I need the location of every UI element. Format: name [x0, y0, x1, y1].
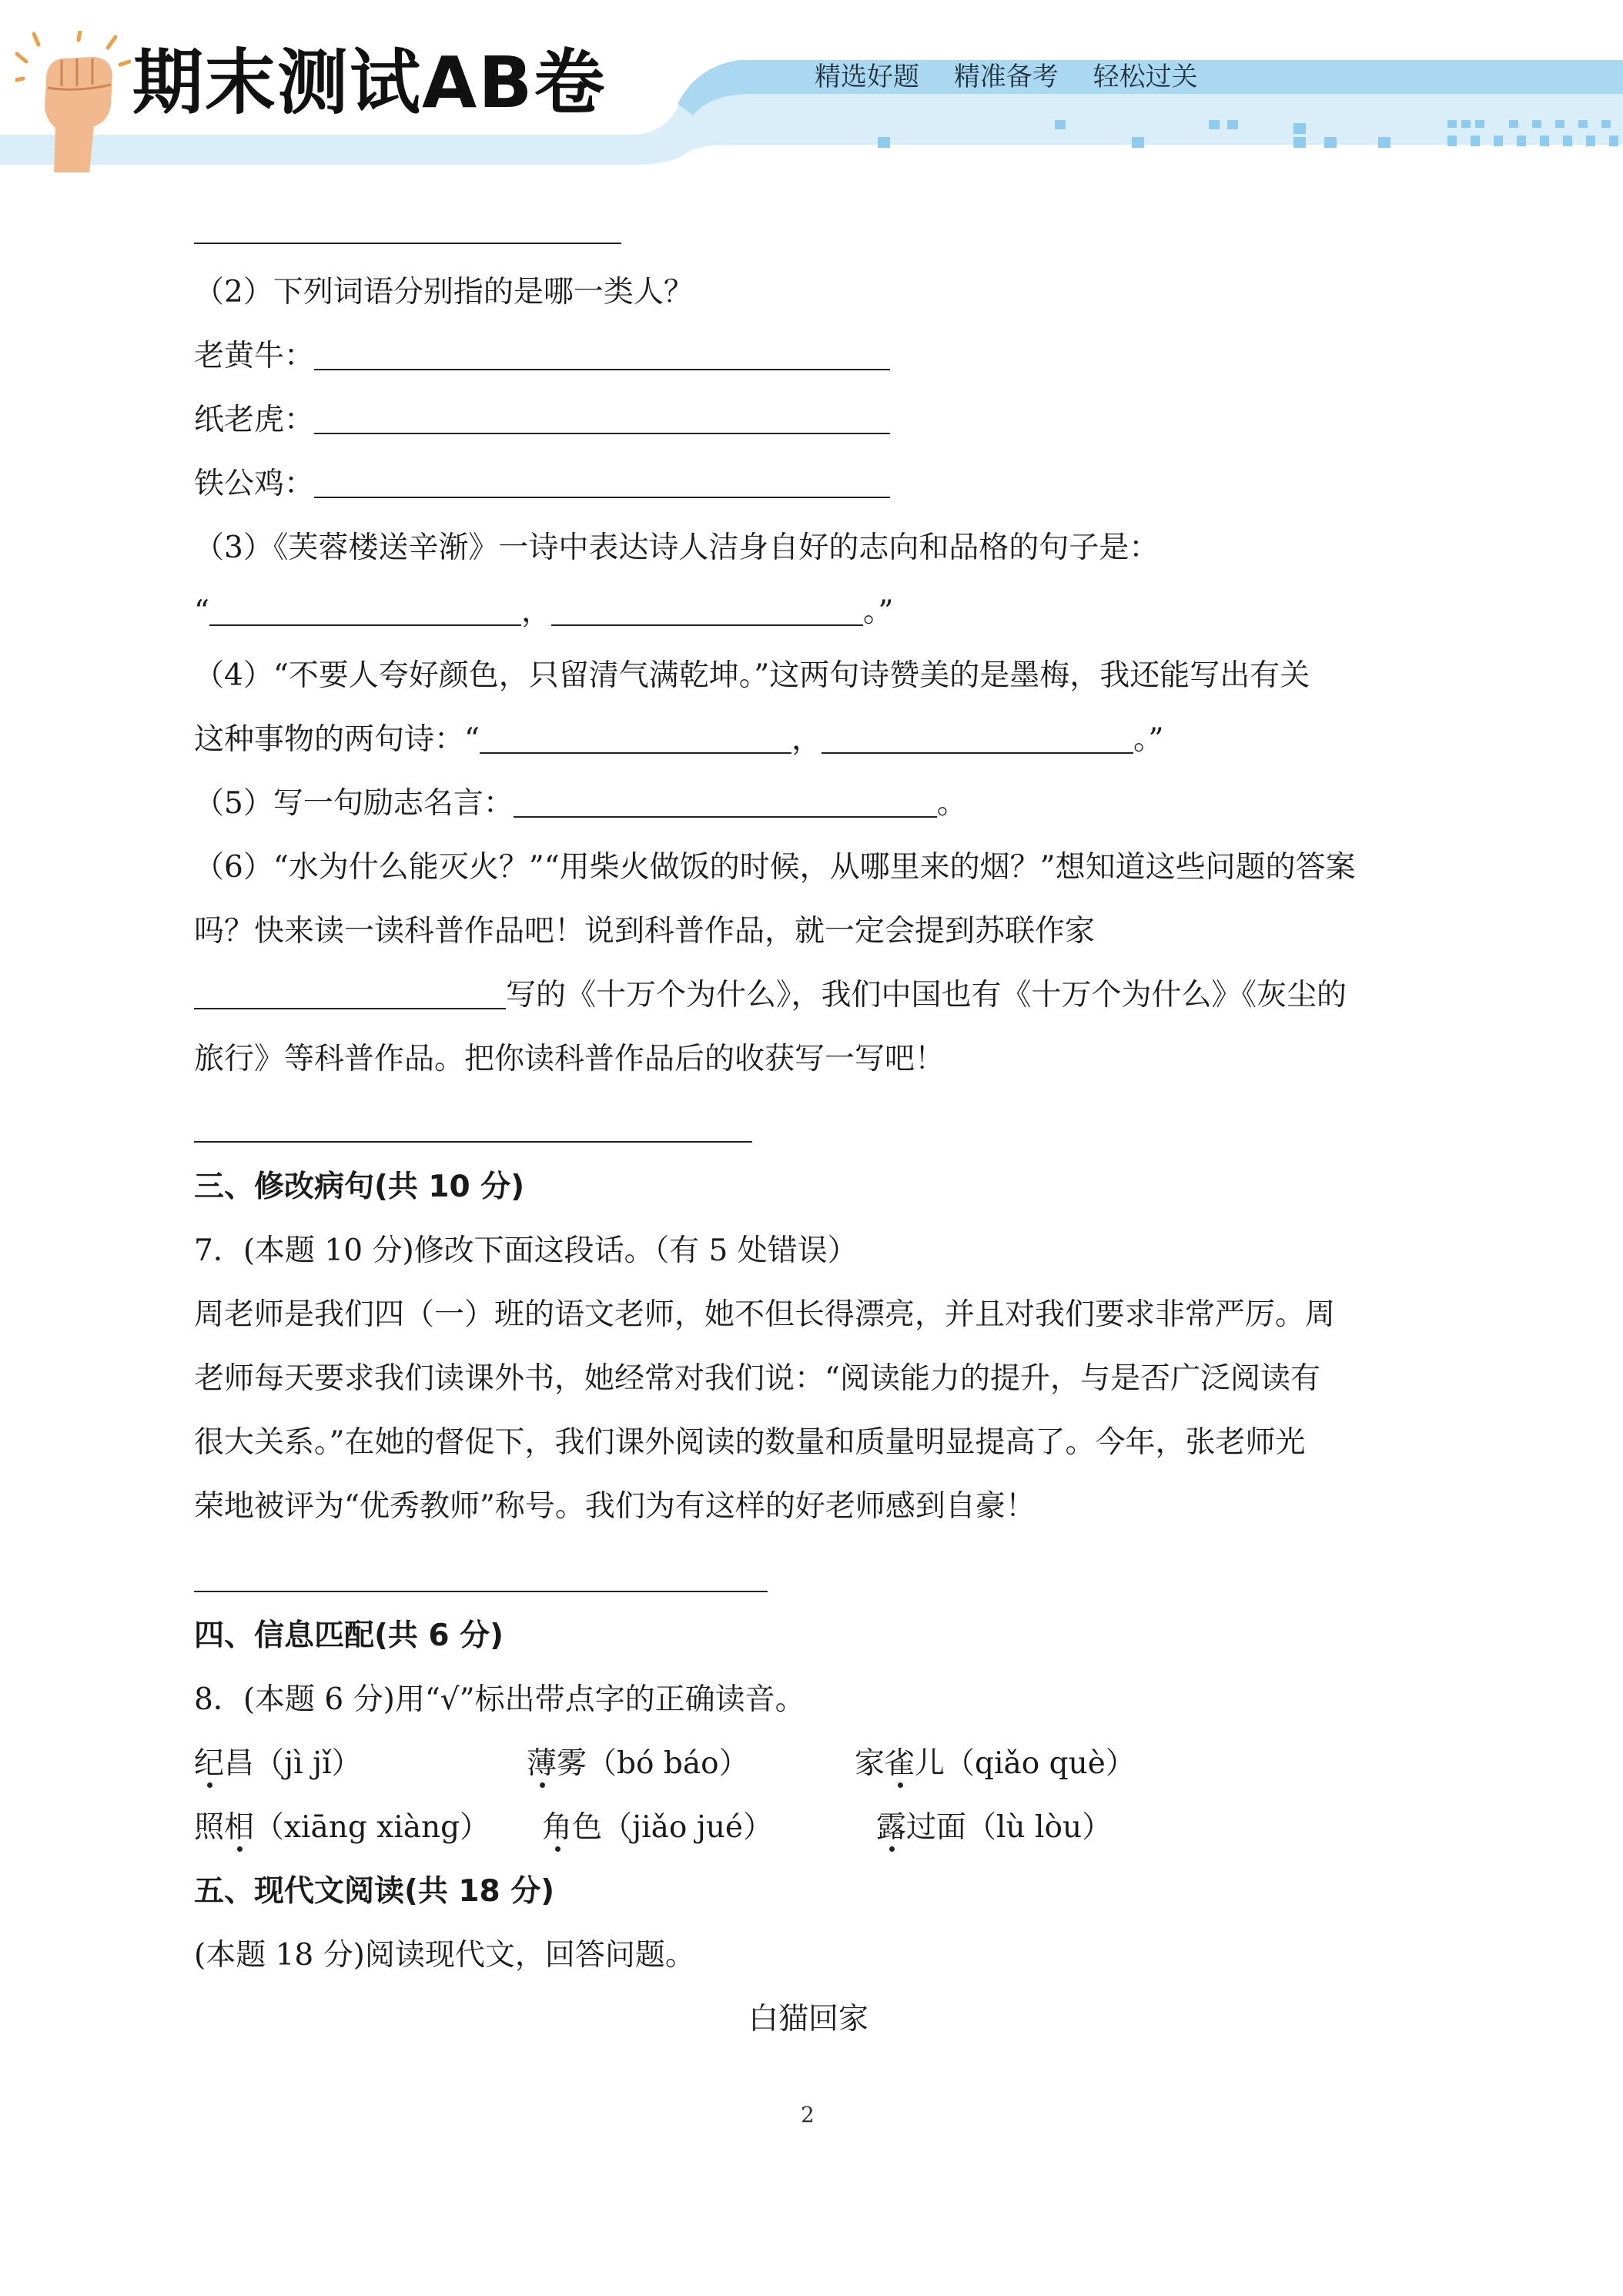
page-header [0, 0, 1623, 177]
pinyin-options[interactable]: （lù lòu） [966, 1810, 1113, 1845]
char: 儿 [915, 1746, 945, 1781]
author-blank[interactable] [194, 980, 506, 1009]
passage-line: 很大关系。”在她的督促下，我们课外阅读的数量和质量明显提高了。今年，张老师光 [194, 1425, 1306, 1460]
passage-line: 周老师是我们四（一）班的语文老师，她不但长得漂亮，并且对我们要求非常严厉。周 [194, 1297, 1336, 1332]
answer-blank[interactable] [514, 788, 937, 818]
pinyin-item[interactable] [194, 1810, 490, 1845]
pinyin-item[interactable] [542, 1810, 774, 1845]
q4-prefix: 这种事物的两句诗：“ [194, 722, 480, 757]
question-4-line-2 [194, 722, 1164, 757]
passage-line: 荣地被评为“优秀教师”称号。我们为有这样的好老师感到自豪！ [194, 1489, 1036, 1524]
answer-line[interactable] [194, 243, 621, 244]
answer-blank[interactable] [314, 341, 890, 370]
q2-item-label: 老黄牛： [194, 339, 315, 373]
q2-item-label: 纸老虎： [194, 403, 315, 437]
question-3-prompt: （3）《芙蓉楼送辛渐》一诗中表达诗人洁身自好的志向和品格的句子是： [194, 530, 1160, 565]
question-6-line-2: 吗？快来读一读科普作品吧！说到科普作品，就一定会提到苏联作家 [194, 914, 1096, 949]
q3-answer-line [194, 594, 894, 629]
dotted-char: 纪 [194, 1746, 225, 1781]
question-6-line-3 [194, 980, 1347, 1010]
char: 昌 [224, 1746, 255, 1781]
question-2-prompt: （2）下列词语分别指的是哪一类人？ [194, 275, 694, 310]
answer-blank[interactable] [314, 405, 890, 434]
dotted-char: 相 [224, 1810, 255, 1845]
comma: ， [791, 722, 822, 757]
q5-prompt: （5）写一句励志名言： [194, 786, 514, 821]
period: 。 [936, 786, 967, 821]
pinyin-options[interactable]: （bó báo） [587, 1746, 749, 1781]
char: 雾 [557, 1746, 587, 1781]
dotted-char: 角 [542, 1810, 573, 1845]
pinyin-options[interactable]: （qiǎo què） [945, 1746, 1136, 1781]
raised-fist-icon [15, 31, 131, 173]
slogan-2: 精准备考 [953, 62, 1059, 92]
comma: ， [520, 594, 551, 629]
q2-item-2 [194, 405, 890, 435]
brand-title: 期末测试AB卷 [132, 42, 607, 124]
open-quote: “ [194, 594, 209, 629]
q2-item-3 [194, 469, 890, 499]
char: 色 [572, 1810, 603, 1845]
pinyin-options[interactable]: （jiǎo jué） [602, 1810, 774, 1845]
section-5-prompt: (本题 18 分)阅读现代文，回答问题。 [194, 1938, 695, 1973]
question-8-prompt: 8．(本题 6 分)用“√”标出带点字的正确读音。 [194, 1682, 805, 1717]
pinyin-item[interactable] [876, 1810, 1113, 1845]
q2-item-label: 铁公鸡： [194, 467, 315, 501]
answer-line[interactable] [194, 1591, 768, 1592]
section-3-title: 三、修改病句(共 10 分) [194, 1170, 525, 1204]
answer-blank[interactable] [314, 469, 890, 498]
char: 家 [855, 1746, 885, 1781]
question-6-line-1: （6）“水为什么能灭火？”“用柴火做饭的时候，从哪里来的烟？”想知道这些问题的答案 [194, 850, 1356, 885]
answer-blank[interactable] [480, 725, 791, 754]
pinyin-item[interactable] [194, 1746, 362, 1781]
char: 过面 [906, 1810, 967, 1845]
section-5-title: 五、现代文阅读(共 18 分) [194, 1874, 555, 1909]
pinyin-item[interactable] [855, 1746, 1136, 1781]
char: 照 [194, 1810, 225, 1845]
section-4-title: 四、信息匹配(共 6 分) [194, 1618, 504, 1653]
passage-line: 老师每天要求我们读课外书，她经常对我们说：“阅读能力的提升，与是否广泛阅读有 [194, 1361, 1320, 1396]
dotted-char: 薄 [527, 1746, 557, 1781]
pinyin-options[interactable]: （jì jǐ） [254, 1746, 362, 1781]
answer-blank[interactable] [551, 597, 863, 626]
page-number: 2 [801, 2102, 815, 2127]
header-slogans [815, 62, 1224, 93]
pinyin-item[interactable] [527, 1746, 749, 1781]
dotted-char: 雀 [885, 1746, 915, 1781]
close-quote: 。” [862, 594, 894, 629]
dotted-char: 露 [876, 1810, 907, 1845]
question-7-prompt: 7．(本题 10 分)修改下面这段话。（有 5 处错误） [194, 1233, 858, 1268]
answer-line[interactable] [194, 1141, 752, 1143]
slogan-1: 精选好题 [815, 62, 919, 92]
question-5 [194, 786, 967, 821]
question-4-line-1: （4）“不要人夸好颜色，只留清气满乾坤。”这两句诗赞美的是墨梅，我还能写出有关 [194, 658, 1310, 693]
answer-blank[interactable] [209, 597, 521, 626]
article-title: 白猫回家 [748, 2002, 869, 2037]
close-quote: 。” [1133, 722, 1164, 757]
pinyin-options[interactable]: （xiāng xiàng） [254, 1810, 490, 1845]
answer-blank[interactable] [822, 725, 1133, 754]
q6-line3-text: 写的《十万个为什么》，我们中国也有《十万个为什么》《灰尘的 [506, 978, 1347, 1012]
question-6-line-4: 旅行》等科普作品。把你读科普作品后的收获写一写吧！ [194, 1042, 945, 1076]
q2-item-1 [194, 341, 890, 371]
slogan-3: 轻松过关 [1093, 62, 1198, 92]
